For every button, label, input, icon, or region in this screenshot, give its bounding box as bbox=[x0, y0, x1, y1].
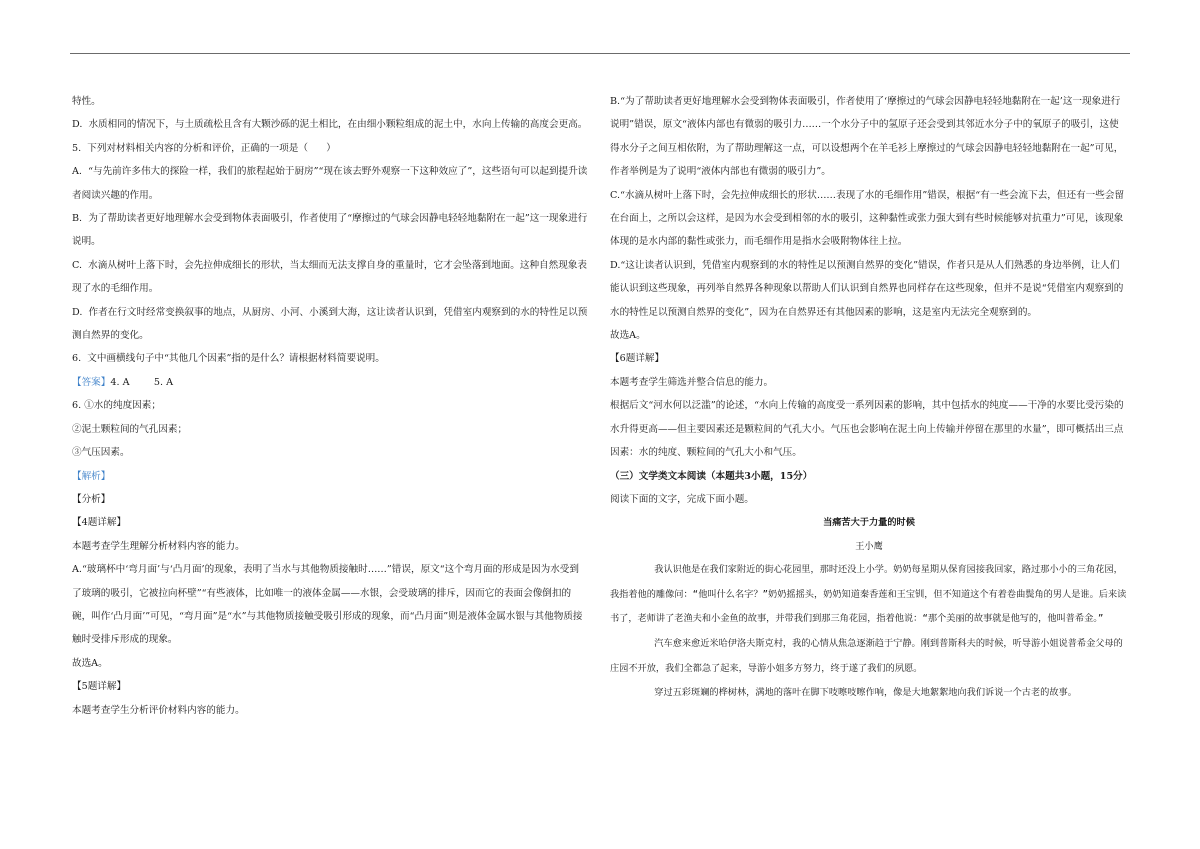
left-column-paragraph: 6. 文中画横线句子中“其他几个因素”指的是什么？请根据材料简要说明。 bbox=[72, 353, 385, 365]
right-column-paragraph: C.“水滴从树叶上落下时，会先拉伸成细长的形状……表现了水的毛细作用”错误，根据“有一些会流下去，但还有一些会留在台面上，之所以会这样，是因为水会受到相邻的水的吸引，这种黏性或张力强大到有些时候能够对抗重力”可见，该现象体现的是水内部的黏性或张力，而毛细作用是指水会吸附物体往上拉。 bbox=[610, 189, 1125, 248]
left-column-paragraph: 故选A。 bbox=[72, 657, 108, 669]
left-column-paragraph: 【4题详解】 bbox=[72, 517, 127, 529]
left-column-paragraph: D. 作者在行文时经常变换叙事的地点，从厨房、小河、小溪到大海，这让读者认识到，凭借室内观察到的水的特性足以预测自然界的变化。 bbox=[72, 306, 588, 342]
right-column-paragraph: （三）文学类文本阅读（本题共3小题，15分） bbox=[610, 470, 813, 482]
story-author: 王小鹰 bbox=[855, 540, 883, 552]
answer-tag: 【答案】 bbox=[72, 376, 111, 388]
left-column-paragraph: C. 水滴从树叶上落下时，会先拉伸成细长的形状，当太细而无法支撑自身的重量时，它才会坠落到地面。这种自然现象表现了水的毛细作用。 bbox=[72, 259, 588, 295]
left-column-paragraph: 6. ①水的纯度因素； bbox=[72, 400, 161, 412]
right-column-paragraph: 阅读下面的文字，完成下面小题。 bbox=[610, 493, 754, 505]
left-column-paragraph: 特性。 bbox=[72, 96, 101, 107]
left-column-paragraph: 本题考查学生分析评价材料内容的能力。 bbox=[72, 704, 245, 716]
left-column-paragraph: A.“玻璃杯中‘弯月面’与‘凸月面’的现象，表明了当水与其他物质接触时……”错误，原文“这个弯月面的形成是因为水受到了玻璃的吸引，它被拉向杯壁”“有些液体，比如唯一的液体金属——水银，会受玻璃的排斥，因而它的表面会像倒扣的碗，叫作‘凸月面’”可见，“弯月面”是“水”与其他物质接触受吸引形成的现象，而“凸月面”则是液体金属水银与其他物质接触时受排斥形成的现象。 bbox=[72, 564, 583, 646]
left-column bbox=[72, 90, 588, 722]
left-column-paragraph: 【解析】 bbox=[72, 470, 111, 482]
left-column-paragraph: 本题考查学生理解分析材料内容的能力。 bbox=[72, 540, 245, 552]
right-column-paragraph: D.“这让读者认识到，凭借室内观察到的水的特性足以预测自然界的变化”错误，作者只是从人们熟悉的身边举例，让人们能认识到这些现象，再列举自然界各种现象以帮助人们认识到自然界也同样存在这些现象，但并不是说“凭借室内观察到的水的特性足以预测自然界的变化”，因为在自然界还有其他因素的影响，这是室内无法完全观察到的。 bbox=[610, 259, 1124, 318]
left-column-paragraph: A. “与先前许多伟大的探险一样，我们的旅程起始于厨房”“现在该去野外观察一下这种效应了”，这些语句可以起到提升读者阅读兴趣的作用。 bbox=[72, 166, 588, 201]
left-column-paragraph: 5. 下列对材料相关内容的分析和评价，正确的一项是（ ） bbox=[72, 142, 336, 154]
story-title: 当痛苦大于力量的时候 bbox=[823, 517, 915, 529]
right-column-paragraph: 根据后文“河水何以泛滥”的论述，“水向上传输的高度受一系列因素的影响，其中包括水的纯度——干净的水要比受污染的水升得更高——但主要因素还是颗粒间的气孔大小。气压也会影响在泥土向上传输并停留在那里的水量”，即可概括出三点因素：水的纯度、颗粒间的气孔大小和气压。 bbox=[610, 400, 1124, 459]
header-rule bbox=[70, 53, 1130, 54]
right-column-paragraph: 故选A。 bbox=[610, 330, 646, 342]
right-column-paragraph: B.“为了帮助读者更好地理解水会受到物体表面吸引，作者使用了‘摩擦过的气球会因静电轻轻地黏附在一起’这一现象进行说明”错误，原文“液体内部也有微弱的吸引力……一个水分子中的氢原子还会受到其邻近水分子中的氧原子的吸引，这使得水分子之间互相依附，为了帮助理解这一点，可以设想两个在羊毛衫上摩擦过的气球会因静电轻轻地黏附在一起”可见，作者举例是为了说明“液体内部也有微弱的吸引力”。 bbox=[610, 96, 1124, 178]
left-column-paragraph: 【5题详解】 bbox=[72, 681, 127, 693]
left-column-paragraph: 【分析】 bbox=[72, 493, 111, 505]
left-column-paragraph: ②泥土颗粒间的气孔因素； bbox=[72, 423, 188, 435]
left-column-paragraph: D. 水质相同的情况下，与土质疏松且含有大颗沙砾的泥土相比，在由细小颗粒组成的泥土中，水向上传输的高度会更高。 bbox=[72, 119, 588, 131]
left-column-paragraph: ③气压因素。 bbox=[72, 447, 130, 459]
story-paragraph: 汽车愈来愈近米哈伊洛夫斯克村，我的心情从焦急逐渐趋于宁静。刚到普斯科夫的时候，听导游小姐说普希金父母的庄园不开放，我们全都急了起来，导游小姐多方努力，终于遂了我们的夙愿。 bbox=[610, 637, 1123, 674]
story-paragraph: 穿过五彩斑斓的桦树林，满地的落叶在脚下吱嚓吱嚓作响，像是大地絮絮地向我们诉说一个古老的故事。 bbox=[610, 687, 1077, 699]
right-column-paragraph: 本题考查学生筛选并整合信息的能力。 bbox=[610, 376, 774, 388]
answer-text: 4. A 5. A bbox=[110, 376, 174, 388]
left-column-paragraph: B. 为了帮助读者更好地理解水会受到物体表面吸引，作者使用了“摩擦过的气球会因静电轻轻地黏附在一起”这一现象进行说明。 bbox=[72, 213, 588, 248]
right-column bbox=[610, 90, 1128, 706]
answer-line bbox=[72, 371, 588, 394]
right-column-paragraph: 【6题详解】 bbox=[610, 353, 665, 365]
story-paragraph: 我认识他是在我们家附近的街心花园里，那时还没上小学。奶奶每星期从保育园接我回家，路过那小小的三角花园，我指着他的雕像问：“他叫什么名字？”奶奶摇摇头，奶奶知道秦香莲和王宝钏，但不知道这个有着卷曲鬓角的男人是谁。后来读书了，老师讲了老渔夫和小金鱼的故事，并带我们到那三角花园，指着他说：“那个美丽的故事就是他写的，他叫普希金。” bbox=[610, 564, 1127, 625]
